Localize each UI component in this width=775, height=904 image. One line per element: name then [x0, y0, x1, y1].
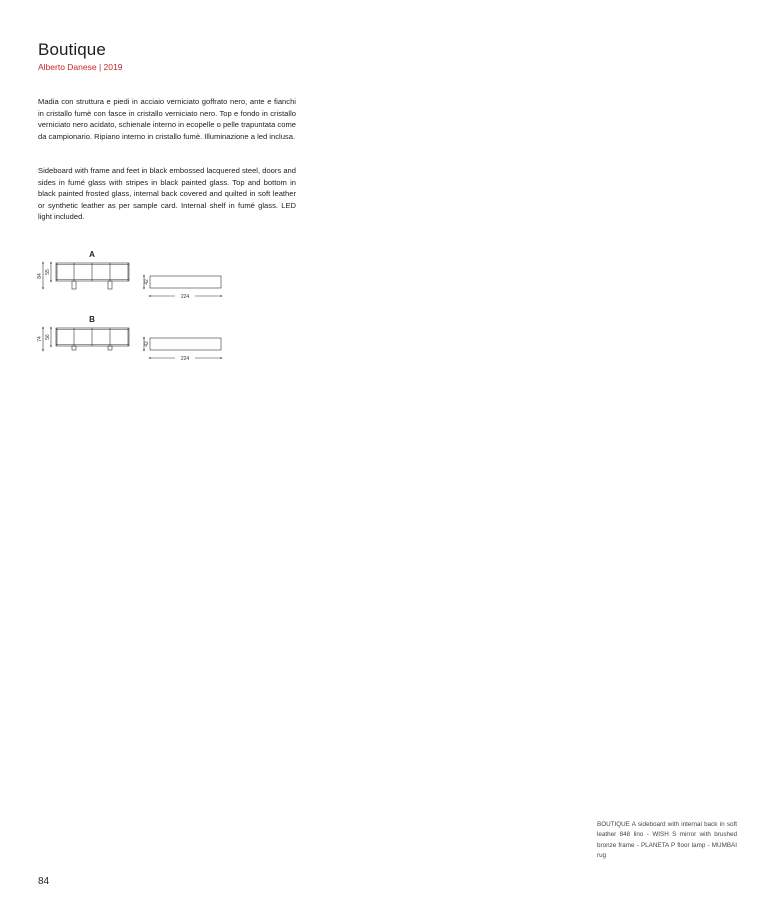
drawing-b-label: B — [89, 315, 95, 324]
drawing-b-width: 224 — [180, 356, 190, 362]
drawing-b-front-view — [56, 328, 129, 350]
drawing-b-total-height: 74 — [37, 336, 43, 342]
drawing-b-height-dims — [37, 327, 52, 352]
drawing-a-body-height: 55 — [45, 269, 51, 275]
designer-year: Alberto Danese | 2019 — [38, 62, 123, 72]
product-title: Boutique — [38, 40, 106, 59]
drawing-b-depth: 42 — [144, 341, 150, 347]
drawing-b-top-view — [143, 337, 223, 363]
drawing-a-depth: 42 — [144, 279, 150, 285]
drawing-b — [37, 315, 223, 362]
page-number: 84 — [38, 876, 50, 887]
drawing-a-width: 224 — [180, 294, 190, 300]
photo-caption: BOUTIQUE A sideboard with internal back in soft leather 848 lino - WISH S mirror with brushed bronze frame - PLANETA P floor lamp - MUMBAI rug — [597, 821, 737, 860]
drawing-b-body-height: 56 — [45, 334, 51, 340]
drawing-a-label: A — [89, 250, 95, 259]
drawing-a-height-dims — [37, 262, 52, 290]
drawing-a-top-view — [143, 275, 223, 301]
description-english: Sideboard with frame and feet in black embossed lacquered steel, doors and sides in fumé glass with stripes in black painted glass. Top and bottom in black painted frosted glass, internal back covered and quilted in soft leather or synthetic leather as per sample card. Internal shelf in fumé glass. LED light included. — [38, 166, 296, 222]
drawing-a — [37, 250, 223, 300]
drawing-a-front-view — [56, 263, 129, 289]
drawing-a-total-height: 84 — [37, 273, 43, 279]
description-italian: Madia con struttura e piedi in acciaio verniciato goffrato nero, ante e fianchi in cristallo fumè con fasce in cristallo verniciato nero. Top e fondo in cristallo verniciato nero acidato, schienale interno in ecopelle o pelle trapuntata come da campionario. Ripiano interno in cristallo fumè. Illuminazione a led inclusa. — [38, 97, 296, 141]
technical-drawings — [30, 244, 230, 374]
